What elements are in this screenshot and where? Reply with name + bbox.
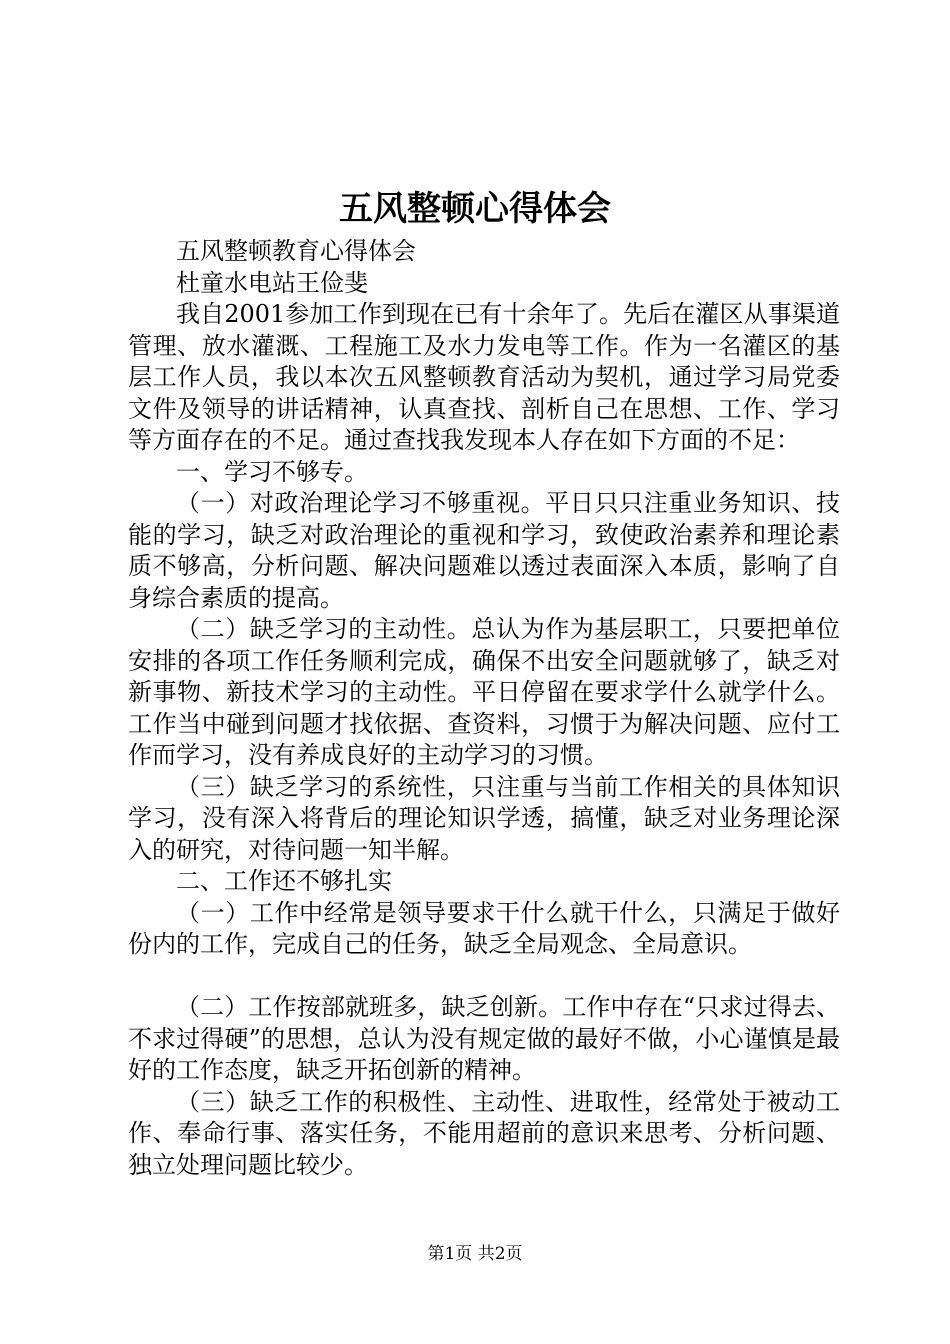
page-number-footer: 第1页 共2页 (427, 1244, 523, 1264)
work-point-2: （二）工作按部就班多，缺乏创新。工作中存在“只求过得去、不求过得硬”的思想，总认为没有规定做的最好不做，小心谨慎是最好的工作态度，缺乏开拓创新的精神。 (128, 993, 840, 1084)
subtitle-paragraph: 五风整顿教育心得体会 (176, 237, 416, 265)
section-heading-study: 一、学习不够专。 (176, 457, 368, 486)
study-point-1: （一）对政治理论学习不够重视。平日只只注重业务知识、技能的学习，缺乏对政治理论的重视和学习，致使政治素养和理论素质不够高，分析问题、解决问题难以透过表面深入本质，影响了自身综合素质的提高。 (128, 489, 840, 612)
blank-line (128, 961, 840, 993)
section-heading-work: 二、工作还不够扎实 (176, 867, 392, 895)
document-body (128, 236, 840, 1181)
work-point-3: （三）缺乏工作的积极性、主动性、进取性，经常处于被动工作、奉命行事、落实任务，不能用超前的意识来思考、分析问题、独立处理问题比较少。 (128, 1087, 840, 1179)
intro-paragraph: 我自2001参加工作到现在已有十余年了。先后在灌区从事渠道管理、放水灌溉、工程施工及水力发电等工作。作为一名灌区的基层工作人员，我以本次五风整顿教育活动为契机，通过学习局党委文件及领导的讲话精神，认真查找、剖析自己在思想、工作、学习等方面存在的不足。通过查找我发现本人存在如下方面的不足： (128, 300, 840, 454)
author-paragraph: 杜童水电站王俭斐 (176, 268, 368, 297)
study-point-2: （二）缺乏学习的主动性。总认为作为基层职工，只要把单位安排的各项工作任务顺利完成，确保不出安全问题就够了，缺乏对新事物、新技术学习的主动性。平日停留在要求学什么就学什么。工作当中碰到问题才找依据、查资料，习惯于为解决问题、应付工作而学习，没有养成良好的主动学习的习惯。 (128, 615, 840, 769)
study-point-3: （三）缺乏学习的系统性，只注重与当前工作相关的具体知识学习，没有深入将背后的理论知识学透，搞懂，缺乏对业务理论深入的研究，对待问题一知半解。 (128, 772, 840, 864)
work-point-1: （一）工作中经常是领导要求干什么就干什么，只满足于做好份内的工作，完成自己的任务，缺乏全局观念、全局意识。 (128, 898, 840, 958)
document-title: 五风整顿心得体会 (339, 189, 611, 229)
